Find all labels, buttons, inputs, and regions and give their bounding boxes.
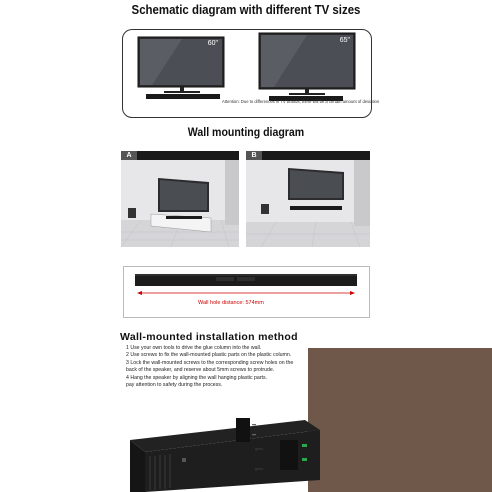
scene-a	[121, 160, 239, 247]
installation-steps	[126, 345, 316, 389]
tv-60-illustration	[138, 37, 224, 99]
tv-65-illustration	[259, 33, 355, 101]
tv-60-label: 60"	[207, 40, 218, 47]
step-line: back of the speaker, and reserve about 5mm screws to protrude.	[126, 367, 275, 374]
step-line: 2 Use screws to fix the wall-mounted plastic parts on the plastic column.	[126, 352, 292, 359]
upper-part-label: gasw	[255, 447, 264, 451]
bracket-detail	[228, 412, 338, 487]
option-a-tag: A	[121, 151, 239, 160]
option-b-tag: B	[246, 151, 370, 160]
attention-note: Attention: Due to differences in TV brands, there will be a certain amount of deviation	[222, 99, 380, 104]
tv-65-label: 65"	[339, 37, 350, 44]
scene-b	[246, 160, 370, 247]
installation-title: Wall-mounted installation method	[120, 331, 298, 343]
step-line: 1 Use your own tools to drive the glue column into the wall.	[126, 345, 262, 351]
wall-hole-distance-label: Wall hole distance: 574mm	[198, 300, 264, 306]
scene-b-illustration	[246, 160, 370, 247]
soundbar-illustration	[123, 266, 369, 317]
step-line: pay attention to safety during the process.	[126, 382, 223, 389]
tv-sizes-illustration	[122, 29, 372, 119]
step-line: 4 Hang the speaker by aligning the wall hanging plastic parts.	[126, 374, 268, 381]
lower-part-label: gasw	[255, 467, 264, 471]
scene-a-illustration	[121, 160, 239, 247]
step-line: 3 Lock the wall-mounted screws to the corresponding screw holes on the	[126, 359, 294, 366]
tv-sizes-title: Schematic diagram with different TV sizes	[131, 2, 361, 17]
wall-mounting-title: Wall mounting diagram	[187, 125, 305, 139]
